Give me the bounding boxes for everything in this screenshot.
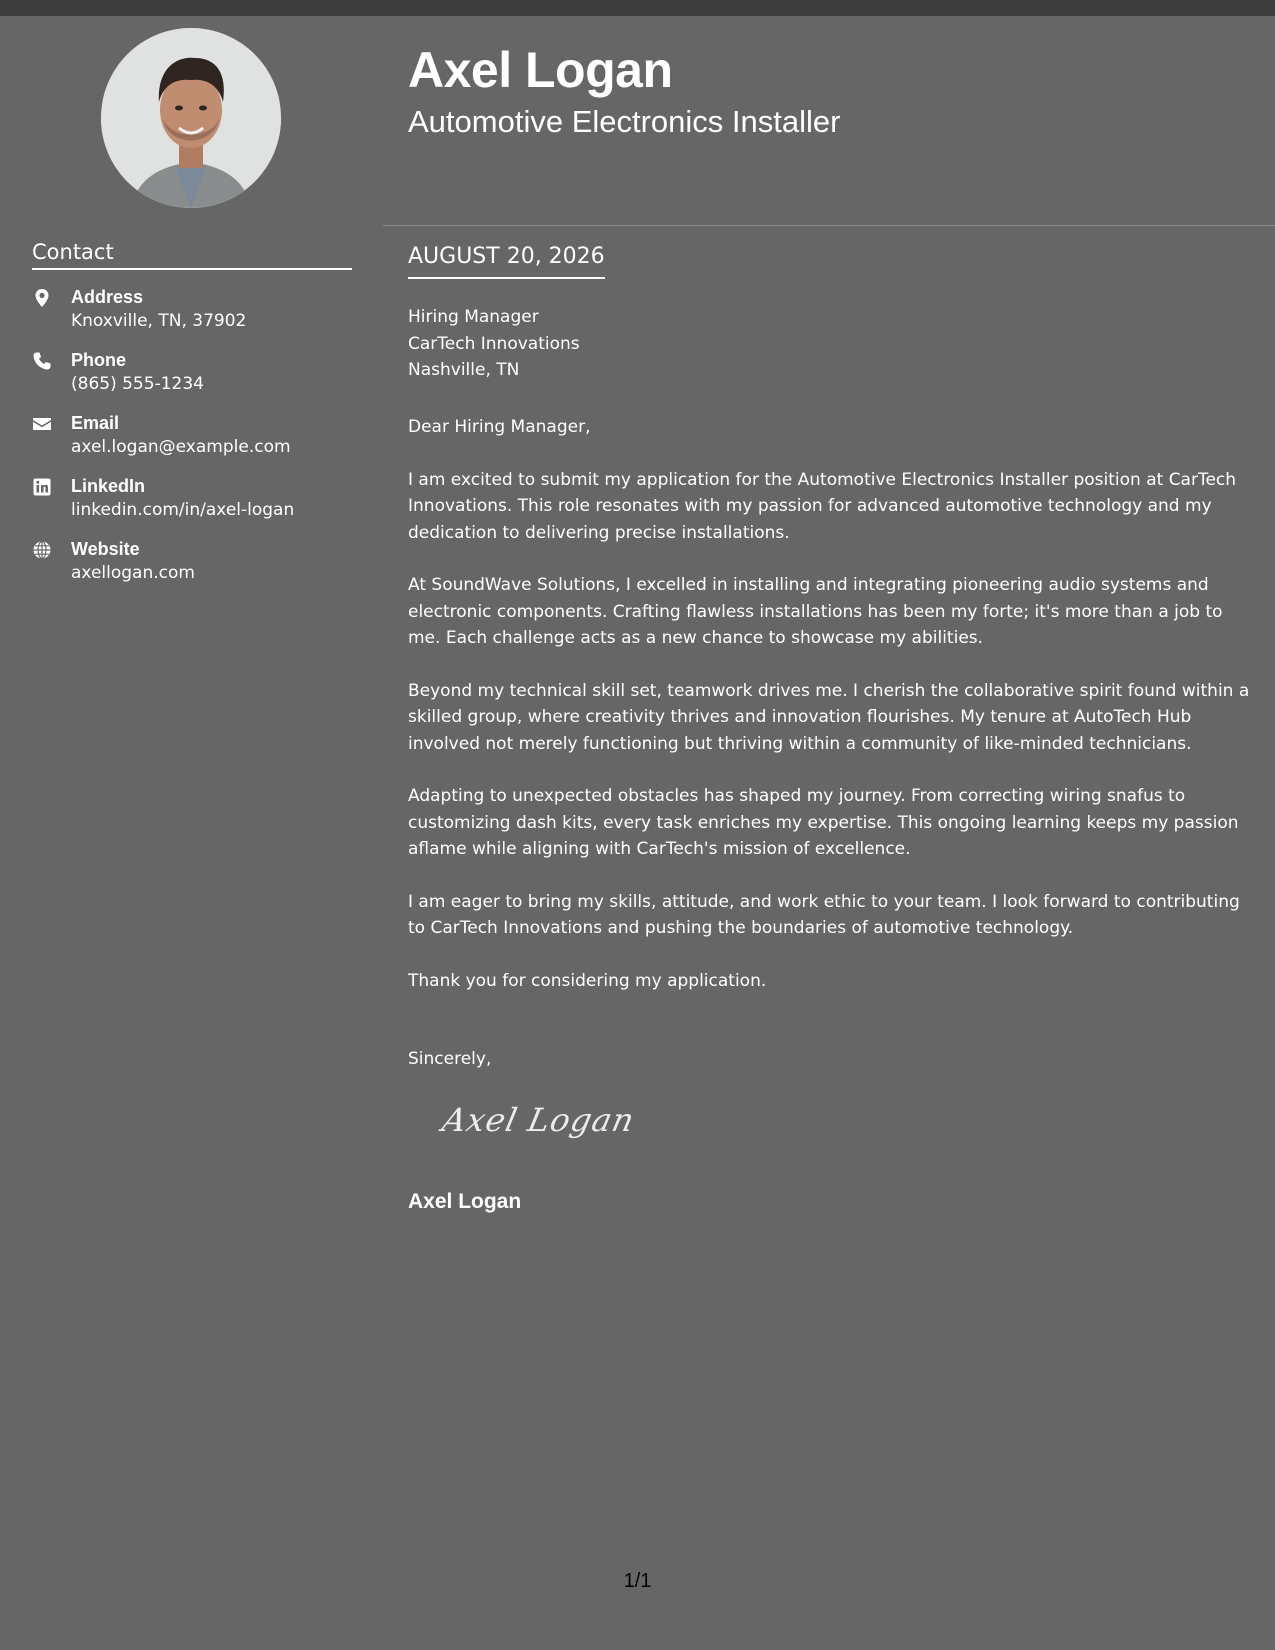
contact-label: LinkedIn: [71, 476, 146, 496]
contact-item-phone: [32, 349, 362, 412]
letter-main: [383, 16, 1275, 1650]
letter-paragraph: I am excited to submit my application for the Automotive Electronics Installer position at CarTech Innovations. This role resonates with my passion for advanced automotive technology and my dedication to delivering precise installations.: [408, 469, 1237, 543]
page-number: 1/1: [623, 1570, 652, 1592]
letter-body: [408, 414, 1253, 1020]
address-value: Knoxville, TN, 37902: [71, 311, 247, 331]
letter-paragraph: Thank you for considering my application.: [408, 970, 767, 991]
phone-icon: [32, 351, 52, 371]
cover-letter-page: [0, 16, 1275, 1650]
applicant-name: Axel Logan: [408, 42, 673, 98]
linkedin-link[interactable]: linkedin.com/in/axel-logan: [71, 500, 295, 520]
phone-value[interactable]: (865) 555-1234: [71, 374, 204, 394]
recipient-block: [408, 304, 580, 384]
avatar: [101, 28, 281, 208]
salutation: Dear Hiring Manager,: [408, 417, 591, 437]
closing: Sincerely,: [408, 1049, 492, 1069]
contact-label: Address: [71, 287, 144, 307]
contact-label: Phone: [71, 350, 127, 370]
letter-paragraph: At SoundWave Solutions, I excelled in installing and integrating pioneering audio systems and electronic components. Crafting flawless installations has been my forte; it's more than a job to me. Each challenge acts as a new chance to showcase my abilities.: [408, 575, 1223, 648]
map-pin-icon: [32, 288, 52, 308]
letter-date: AUGUST 20, 2026: [408, 242, 605, 279]
letter-paragraph: Adapting to unexpected obstacles has shaped my journey. From correcting wiring snafus to customizing dash kits, every task enriches my expertise. This ongoing learning keeps my passion aflame while aligning with CarTech's mission of excellence.: [408, 786, 1239, 859]
contact-item-email: [32, 412, 362, 475]
recipient-company: CarTech Innovations: [408, 333, 580, 354]
letter-paragraph: Beyond my technical skill set, teamwork drives me. I cherish the collaborative spirit found within a skilled group, where creativity thrives and innovation flourishes. My tenure at AutoTech Hub involved not merely functioning but thriving within a community of like-minded technicians.: [408, 680, 1250, 754]
contact-label: Website: [71, 539, 140, 559]
recipient-name: Hiring Manager: [408, 307, 539, 327]
letter-paragraph: I am eager to bring my skills, attitude, and work ethic to your team. I look forward to contributing to CarTech Innovations and pushing the boundaries of automotive technology.: [408, 891, 1240, 938]
sidebar: [0, 16, 383, 1650]
contact-item-address: [32, 286, 362, 349]
linkedin-icon: [32, 477, 52, 497]
contact-list: [32, 286, 362, 601]
avatar-portrait: [101, 28, 281, 208]
contact-heading: Contact: [32, 240, 352, 270]
website-link[interactable]: axellogan.com: [71, 563, 195, 583]
email-link[interactable]: axel.logan@example.com: [71, 437, 291, 457]
contact-item-website: [32, 538, 362, 601]
envelope-icon: [32, 414, 52, 434]
contact-label: Email: [71, 413, 120, 433]
header-divider: [383, 225, 1275, 226]
signoff-name: Axel Logan: [408, 1190, 522, 1213]
contact-item-linkedin: [32, 475, 362, 538]
top-bar: [0, 0, 1275, 16]
applicant-title: Automotive Electronics Installer: [408, 104, 841, 139]
globe-icon: [32, 540, 52, 560]
recipient-location: Nashville, TN: [408, 360, 520, 380]
handwritten-signature: Axel Logan: [438, 1101, 639, 1139]
